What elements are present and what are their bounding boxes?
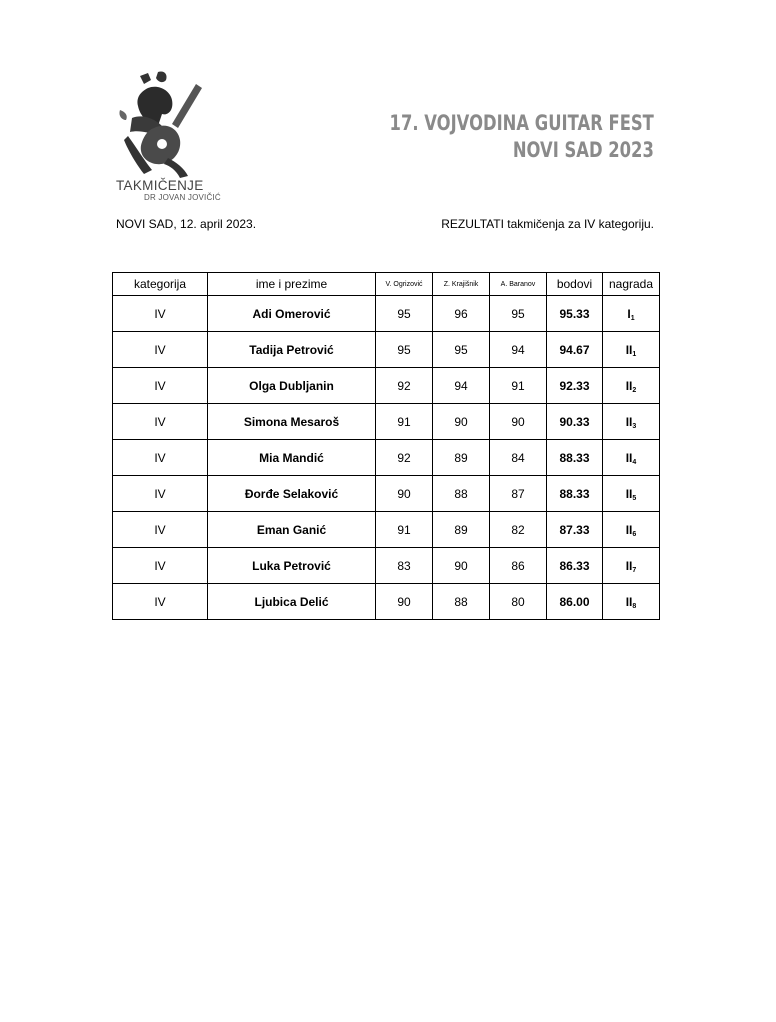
place-date: NOVI SAD, 12. april 2023. xyxy=(116,217,257,231)
cell-category: IV xyxy=(113,512,208,548)
results-caption: REZULTATI takmičenja za IV kategoriju. xyxy=(441,217,654,231)
cell-points: 94.67 xyxy=(547,332,603,368)
cell-judge-2: 90 xyxy=(433,404,490,440)
cell-judge-3: 86 xyxy=(490,548,547,584)
cell-judge-2: 88 xyxy=(433,476,490,512)
table-row xyxy=(113,584,660,620)
cell-prize xyxy=(603,548,660,584)
prize-level: II xyxy=(625,594,633,609)
cell-judge-1: 92 xyxy=(376,368,433,404)
prize-level: II xyxy=(625,378,633,393)
cell-prize xyxy=(603,512,660,548)
prize-rank: 6 xyxy=(632,530,637,538)
table-row xyxy=(113,548,660,584)
logo-text-name: DR JOVAN JOVIČIĆ xyxy=(144,193,221,202)
prize-rank: 2 xyxy=(632,386,637,394)
festival-title xyxy=(390,110,654,164)
cell-prize xyxy=(603,404,660,440)
header-name: ime i prezime xyxy=(208,273,376,296)
cell-judge-2: 90 xyxy=(433,548,490,584)
prize-level: I xyxy=(627,306,631,321)
cell-judge-3: 91 xyxy=(490,368,547,404)
header-judge-3: A. Baranov xyxy=(490,273,547,296)
prize-rank: 8 xyxy=(632,602,637,610)
header-judge-1: V. Ogrizović xyxy=(376,273,433,296)
prize-rank: 3 xyxy=(632,422,637,430)
cell-prize xyxy=(603,440,660,476)
prize-rank: 7 xyxy=(632,566,637,574)
cell-judge-1: 91 xyxy=(376,404,433,440)
cell-judge-1: 95 xyxy=(376,332,433,368)
cell-judge-1: 83 xyxy=(376,548,433,584)
cell-judge-1: 95 xyxy=(376,296,433,332)
cell-category: IV xyxy=(113,296,208,332)
prize-level: II xyxy=(625,522,633,537)
cell-category: IV xyxy=(113,548,208,584)
cell-category: IV xyxy=(113,368,208,404)
table-row xyxy=(113,368,660,404)
festival-title-line2: NOVI SAD 2023 xyxy=(512,138,654,162)
festival-title-line1: 17. VOJVODINA GUITAR FEST xyxy=(389,111,654,135)
table-row xyxy=(113,296,660,332)
cell-name: Tadija Petrović xyxy=(208,332,376,368)
cell-prize xyxy=(603,332,660,368)
cell-category: IV xyxy=(113,476,208,512)
table-row xyxy=(113,440,660,476)
cell-judge-3: 95 xyxy=(490,296,547,332)
cell-name: Ljubica Delić xyxy=(208,584,376,620)
logo-text-takmicenje: TAKMIČENJE xyxy=(116,178,204,193)
cell-points: 92.33 xyxy=(547,368,603,404)
cell-prize xyxy=(603,296,660,332)
prize-level: II xyxy=(625,558,633,573)
cell-category: IV xyxy=(113,584,208,620)
cell-category: IV xyxy=(113,404,208,440)
cell-judge-3: 90 xyxy=(490,404,547,440)
prize-rank: 4 xyxy=(632,458,637,466)
cell-name: Olga Dubljanin xyxy=(208,368,376,404)
cell-name: Eman Ganić xyxy=(208,512,376,548)
cell-points: 95.33 xyxy=(547,296,603,332)
cell-name: Luka Petrović xyxy=(208,548,376,584)
table-header-row xyxy=(113,273,660,296)
table-row xyxy=(113,476,660,512)
cell-name: Simona Mesaroš xyxy=(208,404,376,440)
header-category: kategorija xyxy=(113,273,208,296)
cell-points: 86.33 xyxy=(547,548,603,584)
cell-judge-2: 89 xyxy=(433,440,490,476)
header-judge-2: Z. Krajišnik xyxy=(433,273,490,296)
cell-judge-2: 88 xyxy=(433,584,490,620)
cell-points: 86.00 xyxy=(547,584,603,620)
prize-level: II xyxy=(625,450,633,465)
table-row xyxy=(113,332,660,368)
cell-judge-1: 90 xyxy=(376,476,433,512)
prize-level: II xyxy=(625,414,633,429)
table-row xyxy=(113,512,660,548)
cell-judge-3: 87 xyxy=(490,476,547,512)
prize-level: II xyxy=(625,486,633,501)
cell-judge-2: 95 xyxy=(433,332,490,368)
cell-category: IV xyxy=(113,332,208,368)
cell-judge-1: 92 xyxy=(376,440,433,476)
cell-category: IV xyxy=(113,440,208,476)
cell-points: 87.33 xyxy=(547,512,603,548)
prize-rank: 5 xyxy=(632,494,637,502)
cell-points: 88.33 xyxy=(547,440,603,476)
cell-judge-1: 91 xyxy=(376,512,433,548)
cell-judge-3: 84 xyxy=(490,440,547,476)
cell-judge-2: 96 xyxy=(433,296,490,332)
prize-rank: 1 xyxy=(630,314,635,322)
cell-judge-1: 90 xyxy=(376,584,433,620)
cell-judge-3: 82 xyxy=(490,512,547,548)
cell-name: Adi Omerović xyxy=(208,296,376,332)
cell-judge-2: 89 xyxy=(433,512,490,548)
header-points: bodovi xyxy=(547,273,603,296)
cell-prize xyxy=(603,584,660,620)
cell-judge-3: 94 xyxy=(490,332,547,368)
prize-rank: 1 xyxy=(632,350,637,358)
cell-judge-3: 80 xyxy=(490,584,547,620)
cell-name: Mia Mandić xyxy=(208,440,376,476)
results-table xyxy=(112,272,660,620)
cell-prize xyxy=(603,368,660,404)
cell-prize xyxy=(603,476,660,512)
cell-judge-2: 94 xyxy=(433,368,490,404)
prize-level: II xyxy=(625,342,633,357)
cell-name: Đorđe Selaković xyxy=(208,476,376,512)
logo xyxy=(112,70,221,210)
cell-points: 88.33 xyxy=(547,476,603,512)
header-prize: nagrada xyxy=(603,273,660,296)
table-row xyxy=(113,404,660,440)
cell-points: 90.33 xyxy=(547,404,603,440)
guitarist-icon xyxy=(118,70,204,180)
